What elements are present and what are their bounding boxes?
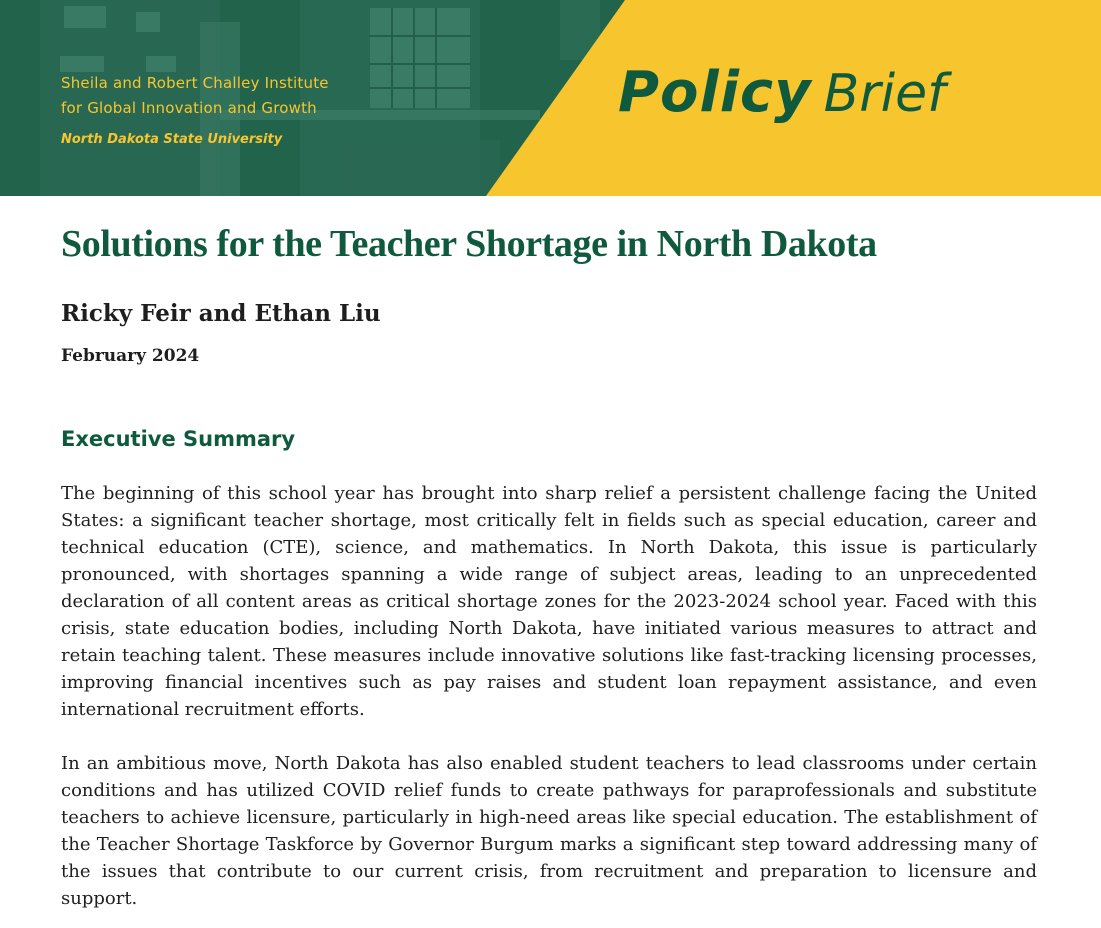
- authors: Ricky Feir and Ethan Liu: [61, 300, 381, 327]
- policy-brief-title: [618, 60, 945, 125]
- publication-date: February 2024: [61, 346, 200, 366]
- institute-line-1: Sheila and Robert Challey Institute: [61, 74, 329, 92]
- document-title: Solutions for the Teacher Shortage in North Dakota: [61, 223, 877, 265]
- executive-summary-heading: Executive Summary: [61, 427, 296, 451]
- policy-word: Policy: [618, 60, 812, 125]
- institute-name: [61, 71, 329, 121]
- summary-paragraph-2: In an ambitious move, North Dakota has also enabled student teachers to lead classrooms under certain conditions and has utilized COVID relief funds to create pathways for paraprofessionals and substitute teachers to achieve licensure, particularly in high-need areas like special education. The establishment of the Teacher Shortage Taskforce by Governor Burgum marks a significant step toward addressing many of the issues that contribute to our current crisis, from recruitment and preparation to licensure and support.: [61, 753, 1037, 909]
- summary-paragraph-1: The beginning of this school year has brought into sharp relief a persistent challenge facing the United States: a significant teacher shortage, most critically felt in fields such as special education, career and technical education (CTE), science, and mathematics. In North Dakota, this issue is particularly pronounced, with shortages spanning a wide range of subject areas, leading to an unprecedented declaration of all content areas as critical shortage zones for the 2023-2024 school year. Faced with this crisis, state education bodies, including North Dakota, have initiated various measures to attract and retain teaching talent. These measures include innovative solutions like fast-tracking licensing processes, improving financial incentives such as pay raises and student loan repayment assistance, and even international recruitment efforts.: [61, 483, 1037, 720]
- header-banner: [0, 0, 1101, 196]
- university-name: North Dakota State University: [61, 132, 283, 147]
- institute-line-2: for Global Innovation and Growth: [61, 99, 317, 117]
- brief-word: Brief: [823, 64, 946, 124]
